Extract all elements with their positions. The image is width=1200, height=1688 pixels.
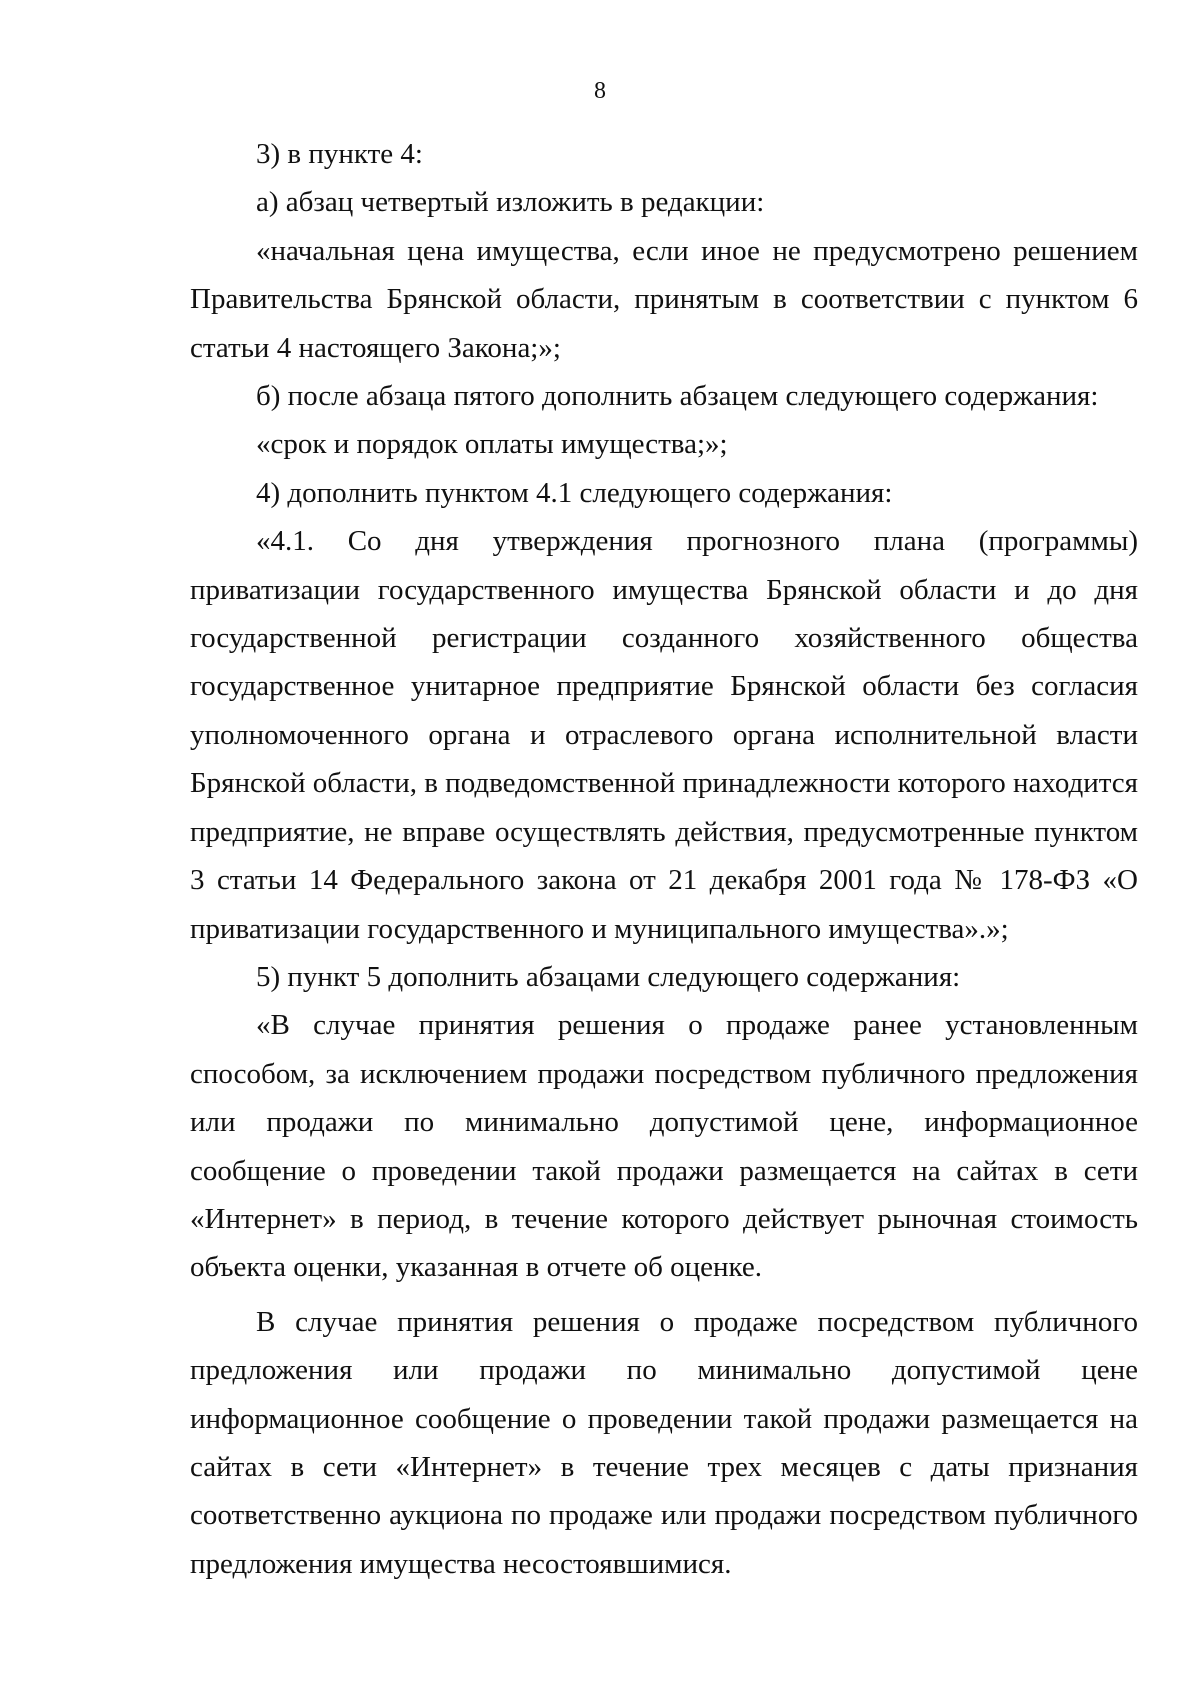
paragraph-item-3: 3) в пункте 4: — [256, 138, 423, 170]
paragraph-subitem-b: б) после абзаца пятого дополнить абзацем следующего содержания: — [256, 380, 1099, 413]
paragraph-subitem-a: а) абзац четвертый изложить в редакции: — [256, 186, 765, 219]
paragraph-public-offer: В случае принятия решения о продаже посредством публичного предложения или продажи по минимально допустимой цене информационное сообщение о проведении такой продажи размещается на сайтах в сети «Интернет» в течение трех месяцев с даты признания соответственно аукциона по продаже или продажи посредством публичного предложения имущества несостоявшимися. — [190, 1305, 1138, 1580]
paragraph-item-5: 5) пункт 5 дополнить абзацами следующего содержания: — [256, 960, 961, 993]
paragraph-quote-sale-decision: «В случае принятия решения о продаже ранее установленным способом, за исключением продажи посредством публичного предложения или продажи по минимально допустимой цене, информационное сообщение о проведении такой продажи размещается на сайтах в сети «Интернет» в период, в течение которого действует рыночная стоимость объекта оценки, указанная в отчете об оценке. — [190, 1009, 1138, 1284]
paragraph-quote-payment-term: «срок и порядок оплаты имущества;»; — [256, 428, 728, 461]
page-number: 8 — [594, 78, 606, 104]
paragraph-item-4: 4) дополнить пунктом 4.1 следующего содержания: — [256, 476, 893, 509]
document-body — [190, 130, 1138, 1588]
paragraph-quote-4-1: «4.1. Со дня утверждения прогнозного плана (программы) приватизации государственного имущества Брянской области и до дня государственной регистрации созданного хозяйственного общества государственное унитарное предприятие Брянской области без согласия уполномоченного органа и отраслевого органа исполнительной власти Брянской области, в подведомственной принадлежности которого находится предприятие, не вправе осуществлять действия, предусмотренные пунктом 3 статьи 14 Федерального закона от 21 декабря 2001 года № 178-ФЗ «О приватизации государственного и муниципального имущества».»; — [190, 525, 1138, 945]
paragraph-quote-initial-price: «начальная цена имущества, если иное не предусмотрено решением Правительства Брянской области, принятым в соответствии с пунктом 6 статьи 4 настоящего Закона;»; — [190, 234, 1138, 364]
